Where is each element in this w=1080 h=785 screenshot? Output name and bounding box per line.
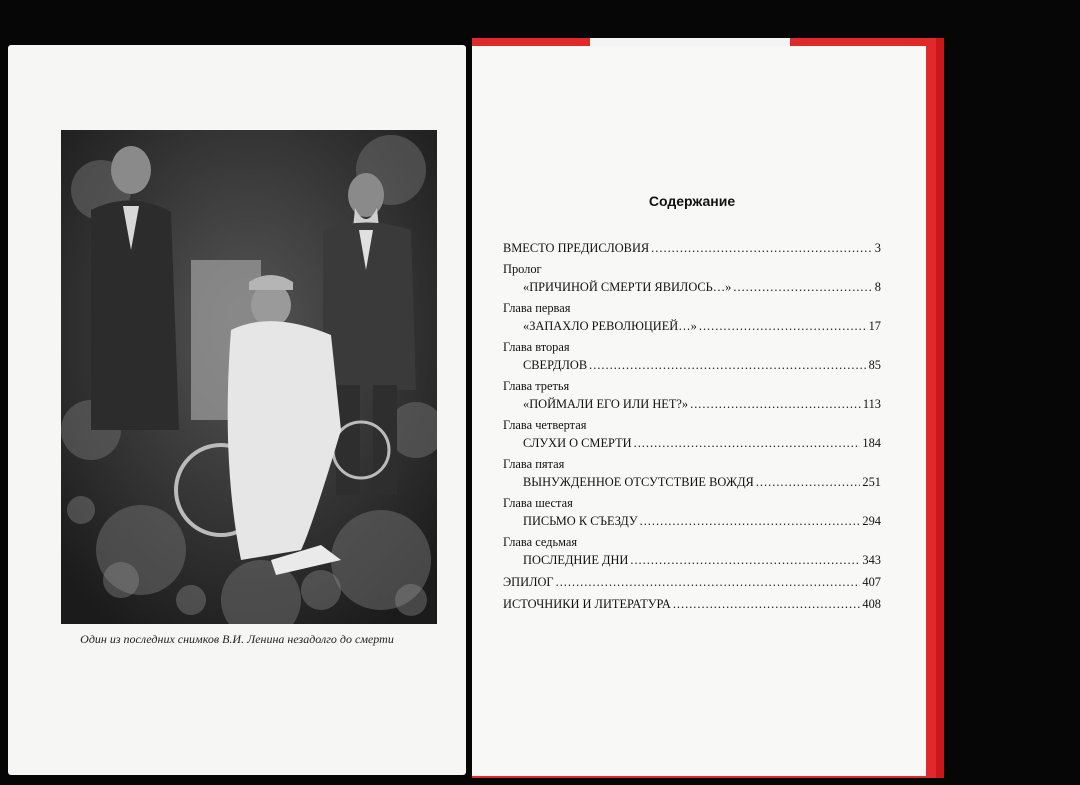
toc-entry-title: ВМЕСТО ПРЕДИСЛОВИЯ [503, 241, 650, 255]
toc-entry [503, 261, 881, 297]
toc-entry [503, 495, 881, 531]
toc-leader-dots [630, 551, 860, 570]
toc-page-number: 251 [862, 475, 881, 489]
toc-leader-dots [756, 473, 861, 492]
toc-entry-title: СЛУХИ О СМЕРТИ [523, 436, 632, 450]
photo-illustration [61, 130, 437, 624]
toc-title: Содержание [648, 193, 736, 209]
toc-entry-title: СВЕРДЛОВ [523, 358, 588, 372]
toc-line [503, 595, 881, 614]
toc-line [503, 573, 881, 592]
toc-leader-dots [699, 317, 867, 336]
historical-photo [61, 130, 437, 624]
toc-entry [503, 534, 881, 570]
cover-spine [936, 38, 944, 778]
toc-page-number: 85 [868, 358, 881, 372]
toc-chapter-label: Глава третья [503, 379, 570, 393]
toc-entry [503, 339, 881, 375]
photo-caption: Один из последних снимков В.И. Ленина незадолго до смерти [80, 632, 394, 646]
toc-page-number: 343 [862, 553, 881, 567]
toc-page-number: 3 [874, 241, 881, 255]
toc-entry [503, 300, 881, 336]
toc-entry-title: ЭПИЛОГ [503, 575, 554, 589]
toc-entry [503, 378, 881, 414]
toc-leader-dots [733, 278, 872, 297]
toc-line [503, 551, 881, 570]
toc-leader-dots [690, 395, 861, 414]
toc-leader-dots [634, 434, 861, 453]
toc-leader-dots [651, 239, 873, 258]
table-of-contents [503, 239, 881, 617]
toc-page-number: 294 [862, 514, 881, 528]
toc-entry [503, 417, 881, 453]
toc-chapter-label: Глава четвертая [503, 418, 587, 432]
toc-entry-title: «ПОЙМАЛИ ЕГО ИЛИ НЕТ?» [523, 397, 689, 411]
toc-chapter-label: Глава шестая [503, 496, 573, 510]
toc-page-number: 8 [874, 280, 881, 294]
toc-line [503, 434, 881, 453]
toc-line [503, 473, 881, 492]
toc-entry [503, 239, 881, 258]
toc-page-number: 17 [868, 319, 881, 333]
toc-entry-title: «ЗАПАХЛО РЕВОЛЮЦИЕЙ…» [523, 319, 697, 333]
toc-page-number: 408 [862, 597, 881, 611]
toc-entry [503, 573, 881, 592]
toc-chapter-label: Пролог [503, 262, 542, 276]
toc-leader-dots [589, 356, 866, 375]
toc-gap [503, 614, 881, 617]
left-page [8, 45, 466, 775]
toc-chapter-label: Глава пятая [503, 457, 565, 471]
toc-entry-title: «ПРИЧИНОЙ СМЕРТИ ЯВИЛОСЬ…» [523, 280, 732, 294]
toc-leader-dots [556, 573, 861, 592]
toc-entry-title: ВЫНУЖДЕННОЕ ОТСУТСТВИЕ ВОЖДЯ [523, 475, 754, 489]
toc-leader-dots [640, 512, 861, 531]
toc-line [503, 512, 881, 531]
toc-chapter-label: Глава первая [503, 301, 571, 315]
toc-page-number: 113 [862, 397, 881, 411]
toc-entry [503, 456, 881, 492]
toc-chapter-label: Глава седьмая [503, 535, 578, 549]
toc-entry-title: ПИСЬМО К СЪЕЗДУ [523, 514, 638, 528]
toc-line [503, 395, 881, 414]
toc-line [503, 317, 881, 336]
toc-entry [503, 595, 881, 614]
toc-leader-dots [673, 595, 861, 614]
right-page [472, 46, 926, 776]
toc-line [503, 356, 881, 375]
toc-chapter-label: Глава вторая [503, 340, 570, 354]
toc-entry-title: ИСТОЧНИКИ И ЛИТЕРАТУРА [503, 597, 671, 611]
toc-entry-title: ПОСЛЕДНИЕ ДНИ [523, 553, 629, 567]
toc-page-number: 407 [862, 575, 881, 589]
toc-line [503, 278, 881, 297]
toc-line [503, 239, 881, 258]
toc-page-number: 184 [862, 436, 881, 450]
cover-stripe [590, 38, 790, 46]
